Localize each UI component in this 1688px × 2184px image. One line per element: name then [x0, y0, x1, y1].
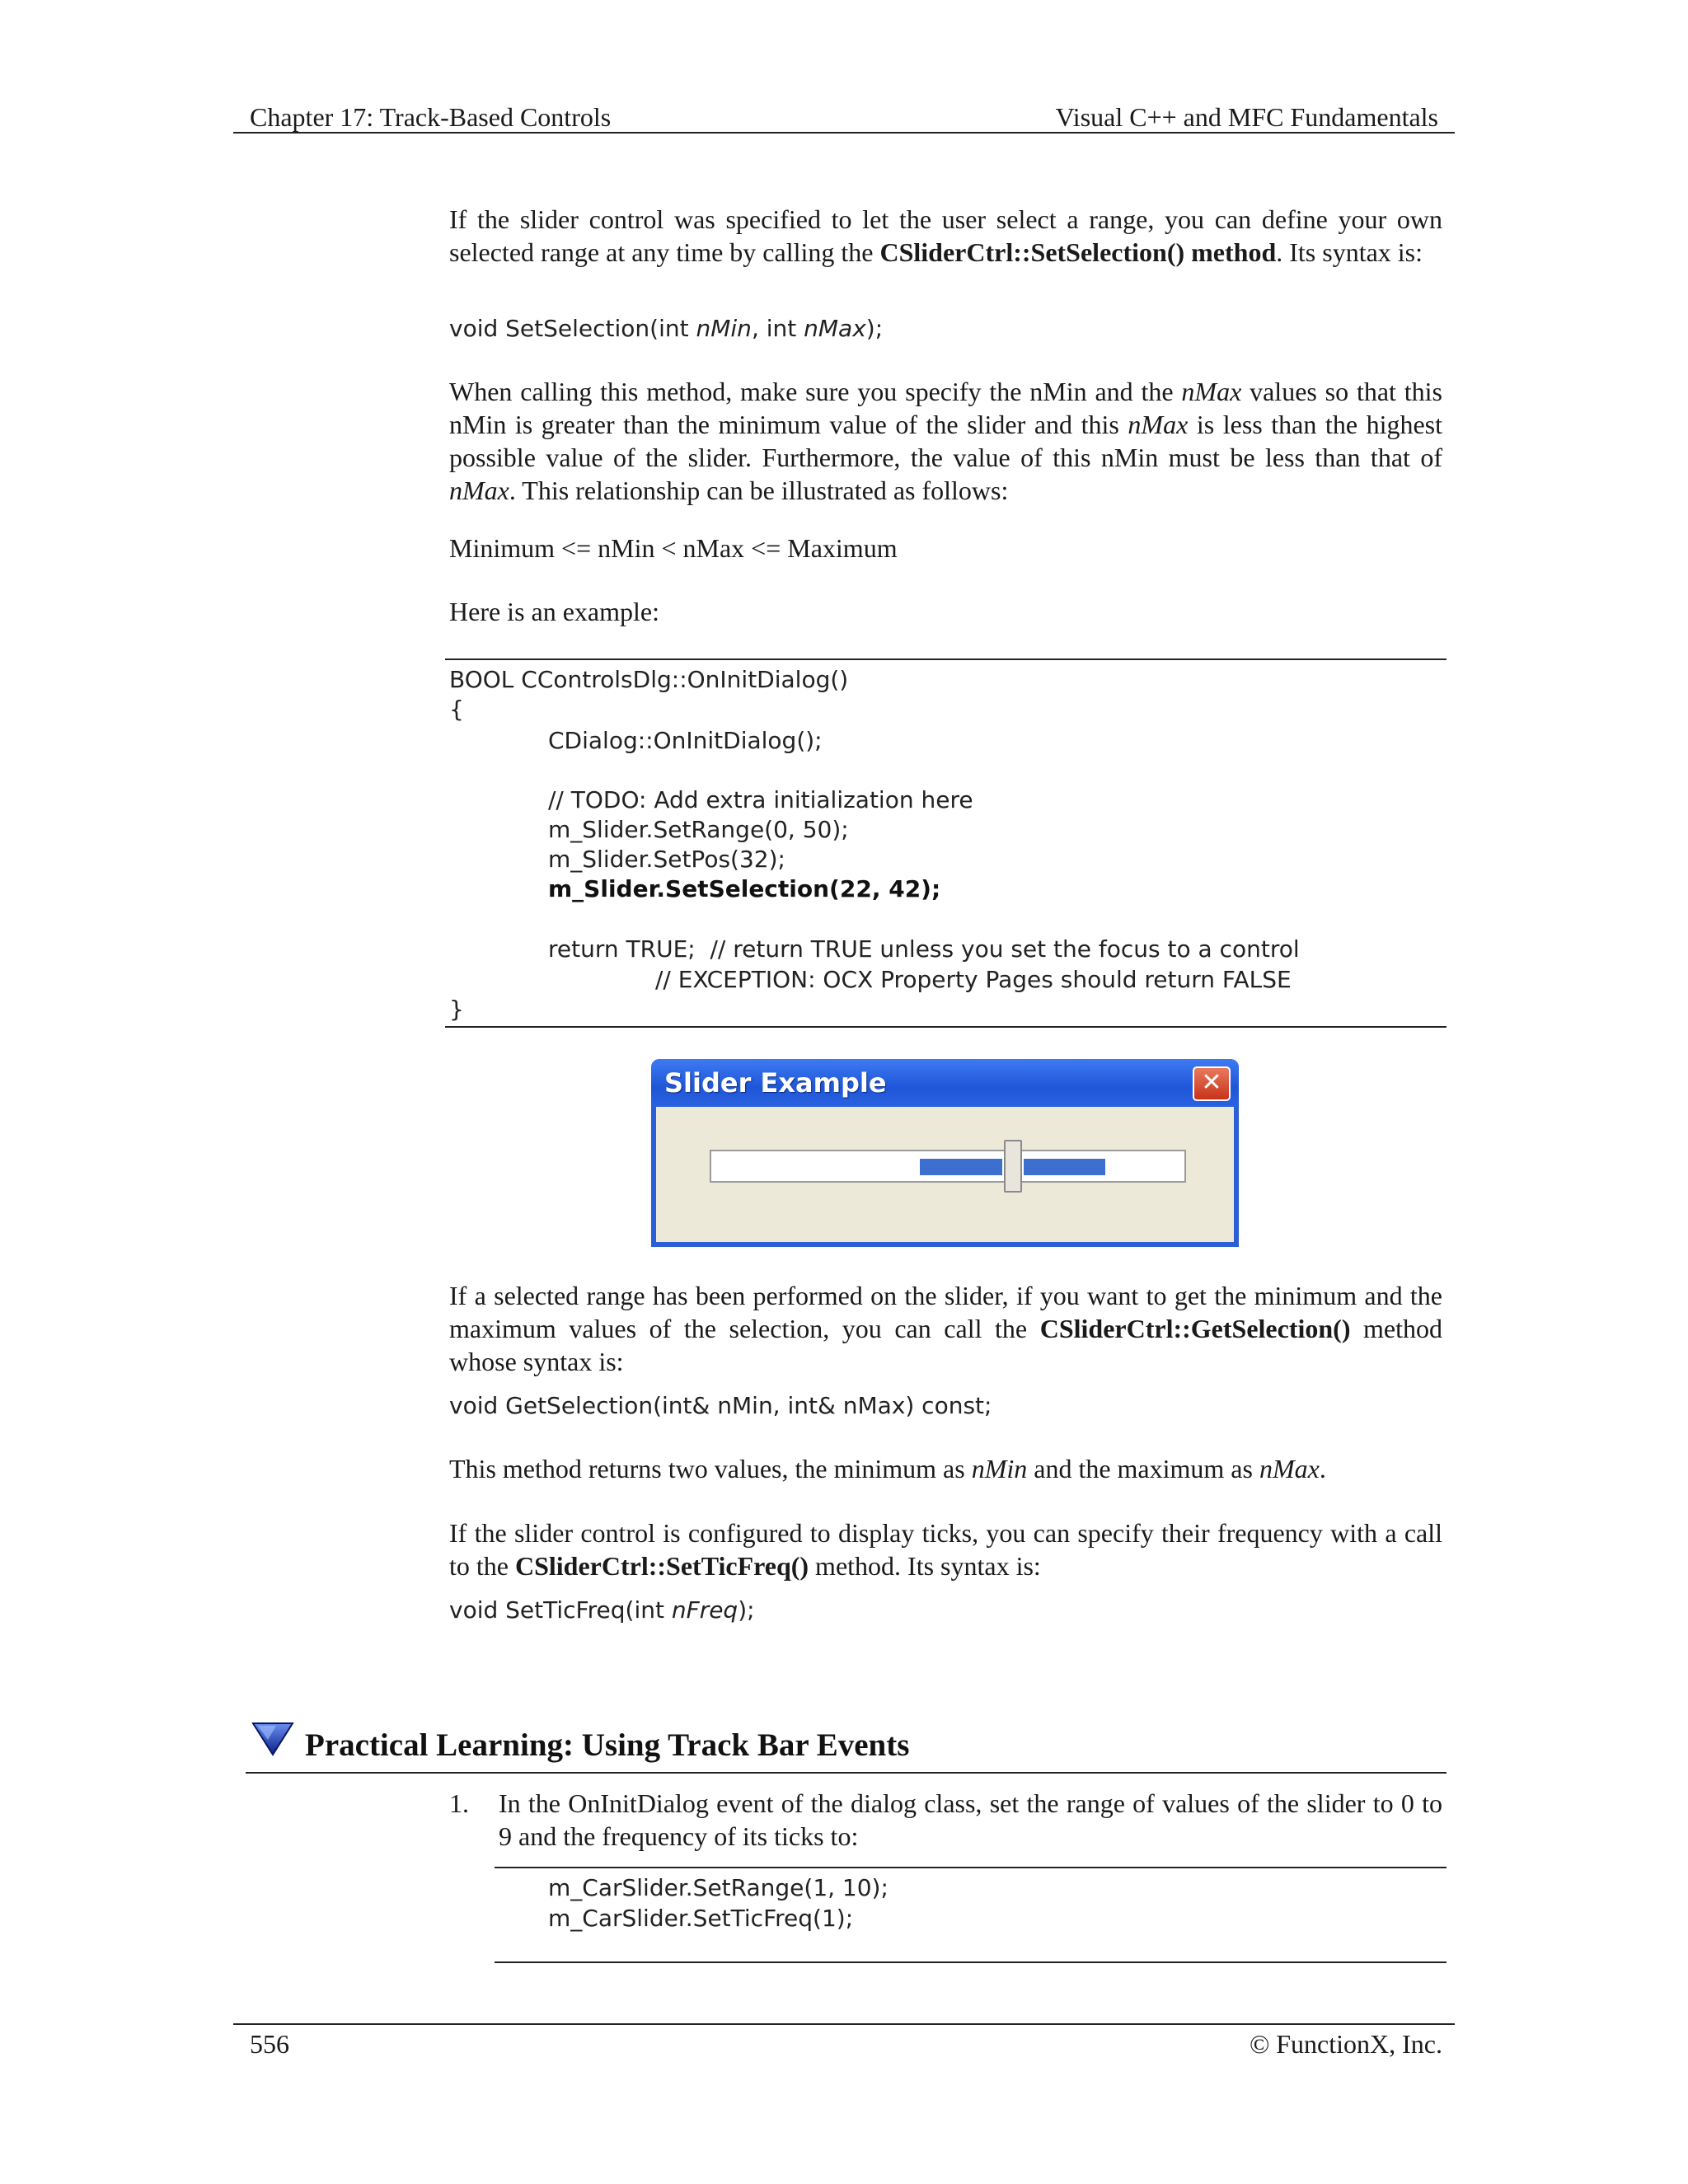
method-name: CSliderCtrl::SetTicFreq()	[514, 1551, 809, 1581]
footer-rule	[233, 2023, 1455, 2025]
close-icon: ✕	[1201, 1068, 1222, 1097]
copyright: © FunctionX, Inc.	[1249, 2029, 1442, 2059]
code-line: // EXCEPTION: OCX Property Pages should return FALSE	[655, 966, 1292, 993]
code-line: return TRUE; // return TRUE unless you set the focus to a control	[548, 935, 1300, 963]
slider-track[interactable]	[710, 1150, 1186, 1183]
paragraph-tic-freq: If the slider control is configured to display ticks, you can specify their frequency with a call to the CSliderCtrl::SetTicFreq() method. Its syntax is:	[449, 1518, 1442, 1581]
code-top-rule	[445, 658, 1447, 660]
code-line: m_Slider.SetPos(32);	[548, 846, 785, 873]
practical-learning-icon	[251, 1720, 294, 1756]
code-line: {	[449, 696, 464, 723]
range-relation: Minimum <= nMin < nMax <= Maximum	[449, 533, 898, 563]
paragraph-nmin-nmax: When calling this method, make sure you specify the nMin and the nMax values so that this nMin is greater than the minimum value of the slider and this nMax is less than the highest possible value of the slider. Furthermore, the value of this nMin must be less than that of nMax. This relationship can be illustrated as follows:	[449, 377, 1443, 505]
method-name: CSliderCtrl::SetSelection() method	[879, 237, 1277, 267]
syntax-get-selection: void GetSelection(int& nMin, int& nMax) const;	[449, 1392, 992, 1419]
code-top-rule	[495, 1867, 1447, 1868]
code-bottom-rule	[445, 1026, 1447, 1028]
dialog-title: Slider Example	[664, 1067, 887, 1099]
code-line: CDialog::OnInitDialog();	[548, 727, 823, 754]
close-button[interactable]	[1193, 1066, 1231, 1101]
paragraph-get-selection: If a selected range has been performed on the slider, if you want to get the minimum and the maximum values of the selection, you can call the CSliderCtrl::GetSelection() method whose syntax is:	[449, 1281, 1443, 1376]
dialog-title-bar[interactable]	[651, 1059, 1239, 1107]
code-line: m_CarSlider.SetTicFreq(1);	[548, 1905, 854, 1932]
code-line: }	[449, 996, 464, 1023]
syntax-set-tic-freq: void SetTicFreq(int nFreq);	[449, 1596, 755, 1624]
page-number: 556	[250, 2029, 289, 2059]
selection-range-left	[920, 1159, 1001, 1175]
code-line: // TODO: Add extra initialization here	[548, 786, 973, 813]
code-line: m_CarSlider.SetRange(1, 10);	[548, 1874, 889, 1901]
code-line-highlight: m_Slider.SetSelection(22, 42);	[548, 875, 941, 902]
syntax-set-selection: void SetSelection(int nMin, int nMax);	[449, 315, 884, 342]
paragraph-set-selection: If the slider control was specified to let the user select a range, you can define your own selected range at any time by calling the CSliderCtrl::SetSelection() method. Its syntax is:	[449, 204, 1442, 267]
paragraph-returns: This method returns two values, the minimum as nMin and the maximum as nMax.	[449, 1454, 1326, 1483]
dialog-client-area	[656, 1107, 1234, 1242]
practical-learning-heading: Practical Learning: Using Track Bar Events	[305, 1727, 910, 1763]
step-text: In the OnInitDialog event of the dialog class, set the range of values of the slider to 0 to 9 and the frequency of its ticks to:	[499, 1788, 1442, 1851]
running-header-book: Visual C++ and MFC Fundamentals	[1055, 102, 1438, 132]
example-intro: Here is an example:	[449, 597, 659, 626]
selection-range-right	[1024, 1159, 1105, 1175]
heading-rule	[246, 1772, 1447, 1774]
slider-thumb[interactable]	[1004, 1140, 1022, 1193]
header-rule	[233, 132, 1455, 134]
code-line: BOOL CControlsDlg::OnInitDialog()	[449, 666, 849, 693]
code-line: m_Slider.SetRange(0, 50);	[548, 816, 849, 843]
method-name: CSliderCtrl::GetSelection()	[1039, 1314, 1351, 1343]
running-header-chapter: Chapter 17: Track-Based Controls	[250, 102, 612, 132]
step-number: 1.	[449, 1788, 469, 1818]
code-bottom-rule	[495, 1961, 1447, 1963]
slider-example-dialog	[651, 1059, 1239, 1247]
